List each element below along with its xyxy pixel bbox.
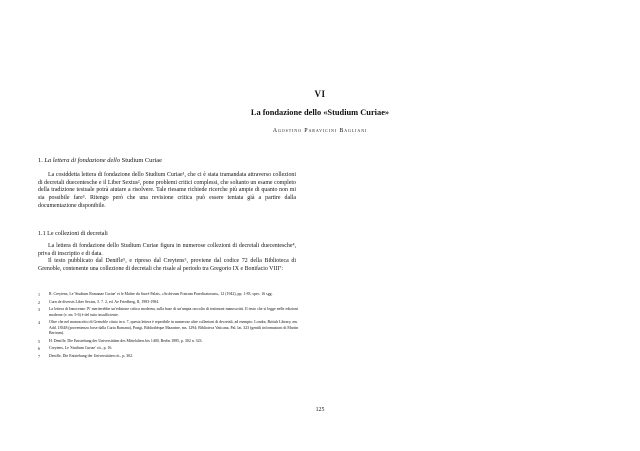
body-paragraph-2-container	[38, 243, 296, 274]
footnote	[38, 339, 298, 344]
footnote	[38, 300, 298, 305]
footnote-text: Oltre che nel manoscritto di Grenoble citato in n. 7, questa lettera è reperibile in numerose altre collezioni di decretali, ad esempio: Londra, British Library, ms. Add. 18348 (provenienza forse dalla Curia Romana), Parigi, Bibliothèque Mazarine, ms. 1294; Biblioteca Vaticana, Pal. lat. 323 (gentili informazioni di Martin Bertram).	[49, 320, 298, 335]
footnote	[38, 354, 298, 359]
chapter-title: La fondazione dello «Studium Curiae»	[250, 108, 390, 117]
chapter-number: VI	[314, 89, 326, 99]
footnote-text: H. Denifle, Die Entstehung der Universitäten des Mittelalters bis 1400, Berlin 1885, p. 302 n. 323.	[49, 338, 203, 343]
footnote-text: Creytens, Le 'Studium Curiae' cit., p. 16.	[49, 346, 113, 351]
footnote-text: Denifle, Die Entstehung der Universitäten cit., p. 302.	[49, 353, 134, 358]
footnote-number: 1	[38, 292, 40, 297]
body-paragraph-2a: La lettera di fondazione dello Studium Curiae figura in numerose collezioni di decretali duecentesche⁴, priva di inscriptio e di data.	[38, 243, 296, 257]
footnote-text: R. Creytens, Le 'Studium Romanae Curiae' et le Maître du Sacré Palais, «Archivum Fratrum Praedicatorum», 12 (1942), pp. 1-83, spec. 16 sgg.	[49, 292, 273, 296]
footnote-text: Curn de diversis Liber Sextus, 5. 7. 2, ed. Ae Friedberg, II, 1983-1984.	[49, 299, 160, 304]
footnotes	[38, 292, 298, 361]
footnote	[38, 320, 298, 336]
body-paragraph-1: La cosiddetta lettera di fondazione dello Studium Curiae¹, che ci è stata tramandata attraverso collezioni di decretali duecentesche e il Liber Sextus², pone problemi critici complessi, che soltanto un esame completo della tradizione testuale potrà aiutare a risolvere. Tale riesame richiede ricerche più ampie di quanto non mi sia possibile fare³. Ritengo però che una revisione critica può essere tentata già a partire dalla documentazione disponibile.	[38, 172, 296, 209]
page-number: 125	[315, 407, 325, 413]
section-number: 1.	[38, 157, 43, 164]
subsection-heading: 1.1 Le collezioni di decretali	[38, 231, 108, 237]
footnote-number: 6	[38, 346, 40, 352]
section-heading-1	[38, 157, 296, 164]
body-paragraph-2b: Il testo pubblicato dal Denifle⁵, e ripreso dal Creytens⁶, proviene dal codice 72 della Biblioteca di Grenoble, contenente una collezione di decretali che risale al periodo tra Gregorio IX e Bonifacio VIII⁷:	[38, 258, 296, 273]
footnote-number: 3	[38, 307, 40, 313]
footnote-number: 7	[38, 353, 40, 359]
section-heading-italic: La lettera di fondazione dello	[44, 157, 121, 164]
chapter-author: Agostino Paravicini Bagliani	[272, 128, 368, 134]
footnote	[38, 307, 298, 318]
body-paragraph-1-container	[38, 172, 296, 211]
footnote-number: 5	[38, 338, 40, 344]
footnote	[38, 292, 298, 297]
footnote-text: La lettera di Innocenzo IV meriterebbe un'edizione critica moderna, sulla base di un'ampia raccolta di testimoni manoscritti. Il testo che si legge nelle edizioni moderne (v. nn. 5-6) è del tutto insufficiente.	[49, 307, 298, 317]
footnote-number: 2	[38, 299, 40, 305]
footnote	[38, 346, 298, 351]
section-heading-rest: Studium Curiae	[121, 157, 162, 164]
footnote-number: 4	[38, 320, 40, 326]
